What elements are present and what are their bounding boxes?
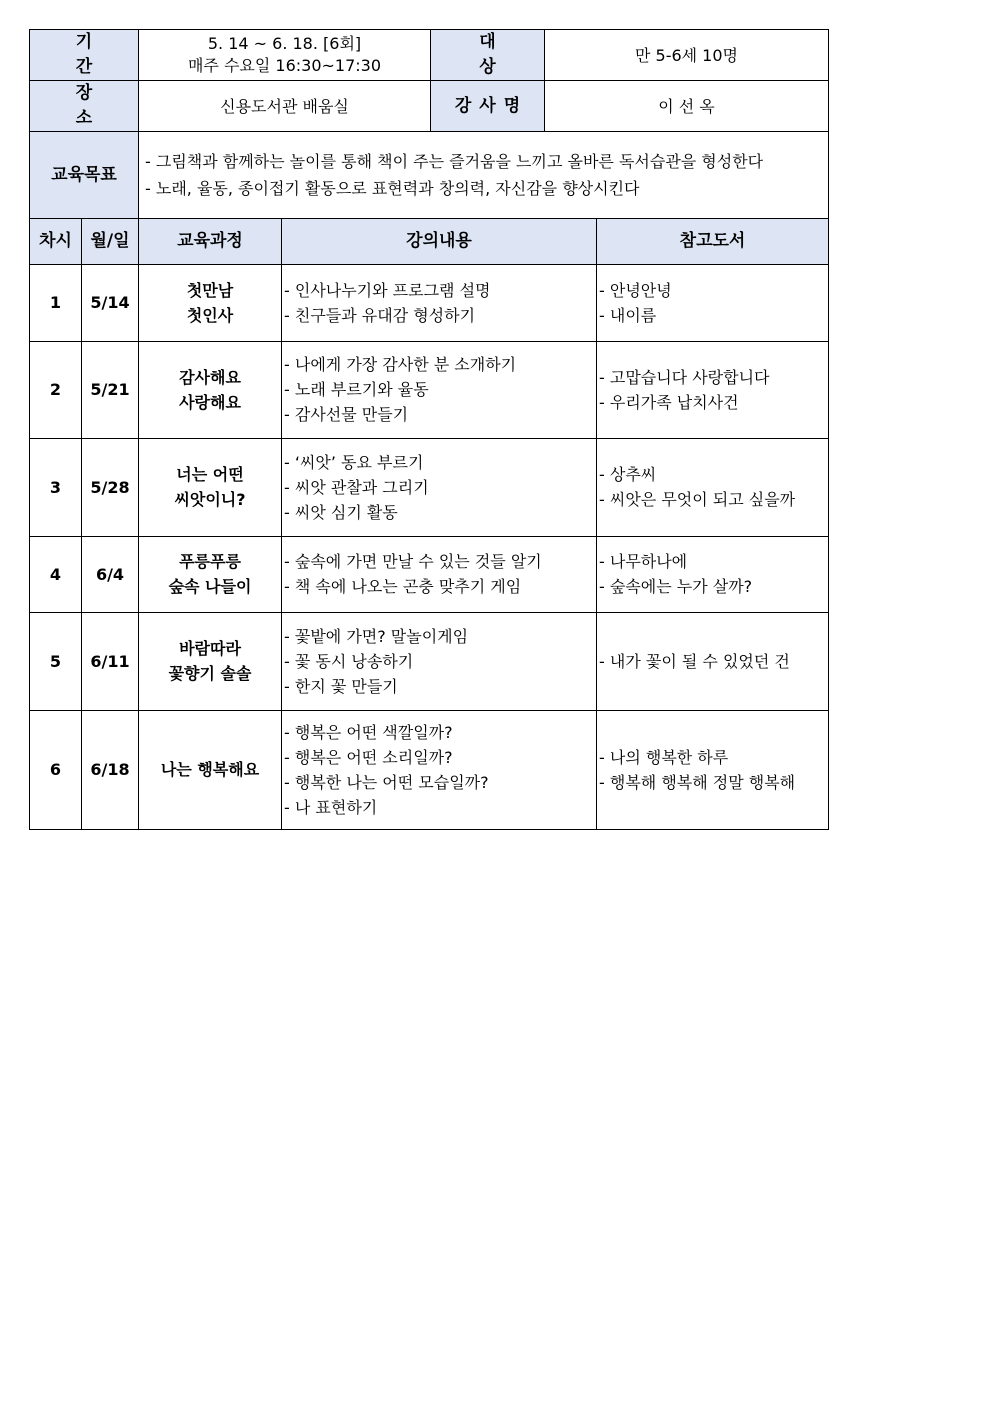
table-row (30, 612, 829, 710)
course-title-line: 씨앗이니? (174, 490, 246, 509)
lecture-content (282, 612, 597, 710)
content-line: - 한지 꽃 만들기 (284, 676, 398, 696)
period-line2: 매주 수요일 16:30~17:30 (187, 56, 382, 75)
content-line: - 행복한 나는 어떤 모습일까? (284, 772, 489, 792)
book-line: - 씨앗은 무엇이 되고 싶을까 (599, 490, 796, 509)
session-date: 6/11 (82, 612, 139, 710)
lecture-content (282, 438, 597, 536)
content-line: - 숲속에 가면 만날 수 있는 것들 알기 (284, 552, 542, 571)
period-label: 기 간 (30, 30, 139, 81)
course-title-line: 숲속 나들이 (168, 577, 252, 596)
course-title (139, 536, 282, 612)
book-line: - 우리가족 납치사건 (599, 392, 739, 412)
lecture-content (282, 710, 597, 829)
header-date: 월/일 (82, 219, 139, 264)
book-line: - 나무하나에 (599, 552, 688, 571)
course-title-line: 너는 어떤 (176, 465, 244, 484)
table-row (30, 438, 829, 536)
session-number: 6 (30, 710, 82, 829)
book-line: - 내가 꽃이 될 수 있었던 건 (599, 651, 790, 671)
content-line: - 감사선물 만들기 (284, 405, 409, 424)
session-number: 1 (30, 264, 82, 341)
course-title (139, 341, 282, 438)
schedule-table (29, 219, 829, 830)
book-line: - 나의 행복한 하루 (599, 747, 729, 767)
book-line: - 안녕안녕 (599, 280, 672, 300)
book-line: - 상추씨 (599, 465, 657, 484)
book-line: - 행복해 행복해 정말 행복해 (599, 772, 796, 792)
course-title (139, 264, 282, 341)
course-title-line: 꽃향기 솔솔 (168, 664, 252, 683)
course-title-line: 첫인사 (186, 305, 234, 325)
session-number: 2 (30, 341, 82, 438)
program-plan (29, 29, 828, 830)
course-title-line: 감사해요 (179, 367, 241, 387)
lecture-content (282, 264, 597, 341)
reference-books (597, 612, 829, 710)
reference-books (597, 341, 829, 438)
course-title-line: 바람따라 (179, 639, 241, 658)
place-label: 장 소 (30, 81, 139, 132)
course-title (139, 438, 282, 536)
session-number: 4 (30, 536, 82, 612)
period-value (139, 30, 431, 81)
session-date: 5/14 (82, 264, 139, 341)
reference-books (597, 264, 829, 341)
content-line: - 행복은 어떤 소리일까? (284, 747, 453, 767)
goal-item: - 노래, 율동, 종이접기 활동으로 표현력과 창의력, 자신감을 향상시킨다 (145, 179, 640, 198)
session-date: 6/18 (82, 710, 139, 829)
header-course: 교육과정 (139, 219, 282, 264)
content-line: - 인사나누기와 프로그램 설명 (284, 280, 491, 300)
content-line: - 행복은 어떤 색깔일까? (284, 722, 453, 742)
instructor-label: 강사명 (431, 81, 545, 132)
lecture-content (282, 536, 597, 612)
session-date: 6/4 (82, 536, 139, 612)
header-books: 참고도서 (597, 219, 829, 264)
table-row (30, 710, 829, 829)
goal-list (139, 132, 829, 219)
header-session: 차시 (30, 219, 82, 264)
reference-books (597, 438, 829, 536)
target-value: 만 5-6세 10명 (545, 30, 829, 81)
session-date: 5/21 (82, 341, 139, 438)
session-number: 3 (30, 438, 82, 536)
info-table (29, 29, 829, 219)
goal-item: - 그림책과 함께하는 놀이를 통해 책이 주는 즐거움을 느끼고 올바른 독서습관을 형성한다 (145, 152, 764, 171)
instructor-value: 이 선 옥 (545, 81, 829, 132)
content-line: - 씨앗 심기 활동 (284, 502, 398, 522)
content-line: - 나에게 가장 감사한 분 소개하기 (284, 355, 517, 374)
period-line1: 5. 14 ~ 6. 18. [6회] (207, 34, 362, 53)
session-number: 5 (30, 612, 82, 710)
content-line: - 씨앗 관찰과 그리기 (284, 477, 429, 497)
table-row (30, 341, 829, 438)
book-line: - 내이름 (599, 305, 657, 325)
lecture-content (282, 341, 597, 438)
target-label: 대 상 (431, 30, 545, 81)
header-content: 강의내용 (282, 219, 597, 264)
content-line: - 꽃 동시 낭송하기 (284, 651, 414, 671)
reference-books (597, 710, 829, 829)
session-date: 5/28 (82, 438, 139, 536)
content-line: - 꽃밭에 가면? 말놀이게임 (284, 626, 469, 646)
book-line: - 숲속에는 누가 살까? (599, 577, 753, 596)
course-title (139, 710, 282, 829)
book-line: - 고맙습니다 사랑합니다 (599, 367, 770, 387)
course-title-line: 사랑해요 (179, 392, 241, 412)
course-title-line: 첫만남 (186, 280, 234, 300)
reference-books (597, 536, 829, 612)
place-value: 신용도서관 배움실 (139, 81, 431, 132)
table-row (30, 264, 829, 341)
content-line: - 노래 부르기와 율동 (284, 380, 429, 399)
goal-label: 교육목표 (30, 132, 139, 219)
content-line: - 책 속에 나오는 곤충 맞추기 게임 (284, 577, 522, 596)
course-title-line: 푸릉푸릉 (179, 552, 241, 571)
content-line: - 나 표현하기 (284, 797, 378, 817)
course-title (139, 612, 282, 710)
content-line: - 친구들과 유대감 형성하기 (284, 305, 476, 325)
content-line: - ‘씨앗’ 동요 부르기 (284, 452, 424, 472)
table-row (30, 536, 829, 612)
course-title-line: 나는 행복해요 (160, 760, 260, 779)
